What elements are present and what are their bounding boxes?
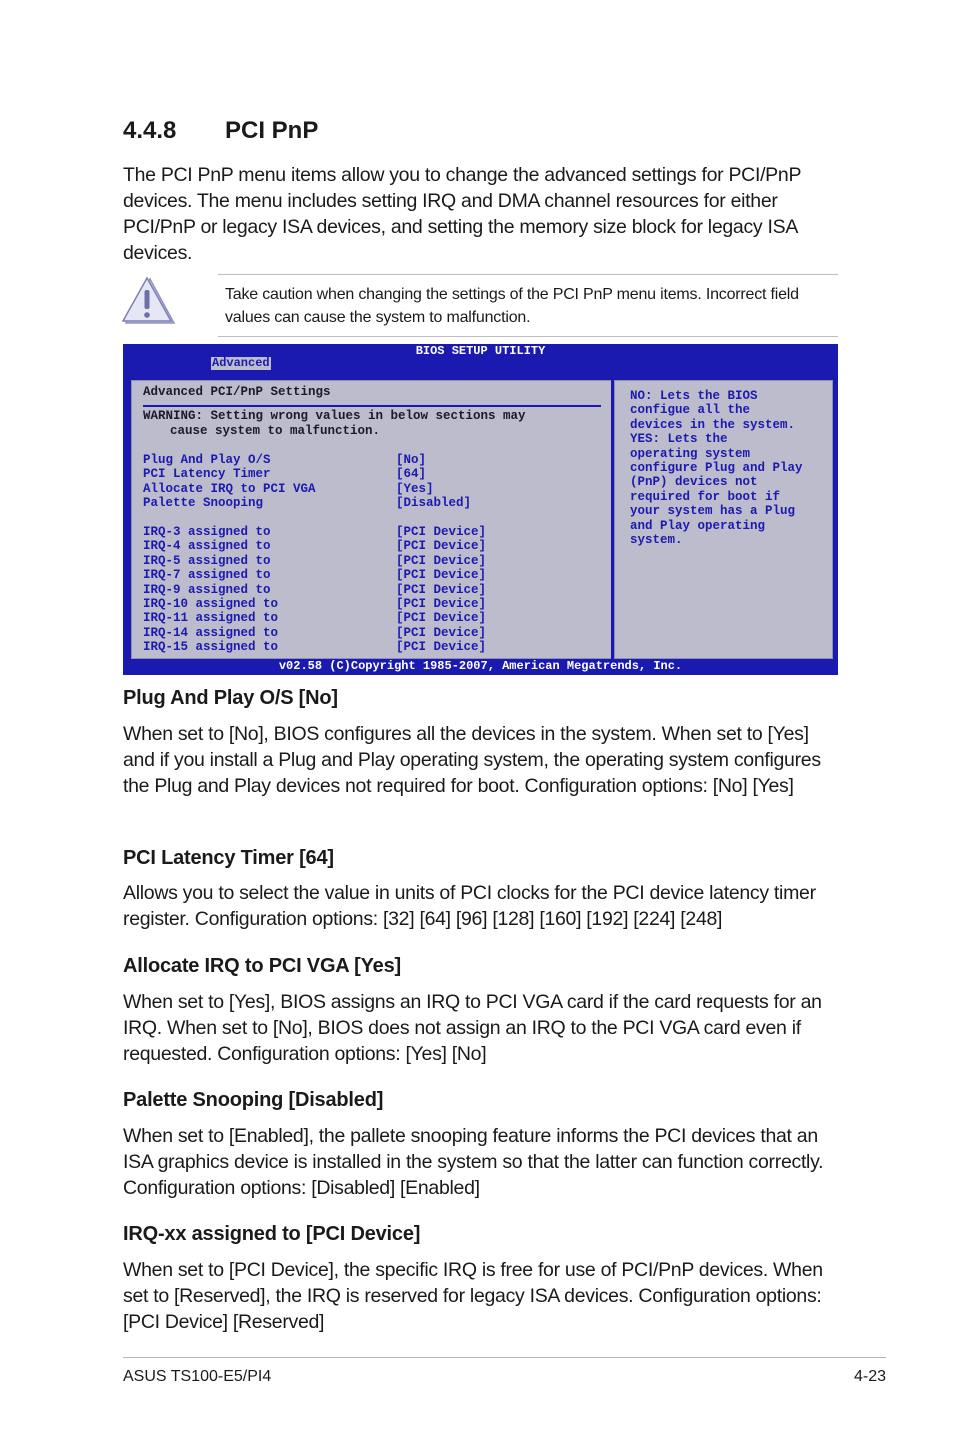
help-line: NO: Lets the BIOS	[630, 389, 758, 403]
irq-label: IRQ-5 assigned to	[143, 554, 271, 568]
item-body: Allows you to select the value in units of PCI clocks for the PCI device latency timer register. Configuration options: [32] [64] [96] [128] [160] [192] [224] [248]	[123, 882, 816, 930]
item-body: When set to [Enabled], the pallete snooping feature informs the PCI devices that an ISA graphics device is installed in the system so that the latter can function correctly. Configuration options: [Disabled] [Enabled]	[123, 1125, 824, 1199]
irq-label: IRQ-10 assigned to	[143, 597, 279, 611]
item-heading: Plug And Play O/S [No]	[123, 687, 338, 709]
help-line: devices in the system.	[630, 418, 796, 432]
bios-screen	[123, 344, 838, 675]
irq-value: [PCI Device]	[396, 525, 487, 539]
item-body: When set to [Yes], BIOS assigns an IRQ to PCI VGA card if the card requests for an IRQ. When set to [No], BIOS does not assign an IRQ to the PCI VGA card even if requested. Configuration options: [Yes] [No]	[123, 991, 822, 1065]
help-line: system.	[630, 533, 683, 547]
setting-label: Palette Snooping	[143, 496, 264, 510]
irq-value: [PCI Device]	[396, 611, 487, 625]
item-body: When set to [PCI Device], the specific IRQ is free for use of PCI/PnP devices. When set to [Reserved], the IRQ is reserved for legacy ISA devices. Configuration options: [PCI Device] [Reserved]	[123, 1259, 823, 1333]
item-heading: Allocate IRQ to PCI VGA [Yes]	[123, 955, 401, 977]
irq-value: [PCI Device]	[396, 568, 487, 582]
irq-label: IRQ-7 assigned to	[143, 568, 271, 582]
bios-warning-line-1: WARNING: Setting wrong values in below sections may	[143, 409, 526, 423]
setting-value: [Disabled]	[396, 496, 472, 510]
help-line: YES: Lets the	[630, 432, 728, 446]
bios-settings-panel	[128, 377, 616, 662]
bios-help-panel	[611, 377, 836, 662]
footer-rule	[123, 1357, 886, 1358]
section-number: 4.4.8	[123, 117, 177, 144]
irq-label: IRQ-14 assigned to	[143, 626, 279, 640]
irq-label: IRQ-11 assigned to	[143, 611, 279, 625]
bios-panel-title: Advanced PCI/PnP Settings	[143, 385, 331, 399]
setting-value: [64]	[396, 467, 427, 481]
item-heading: IRQ-xx assigned to [PCI Device]	[123, 1223, 421, 1245]
irq-label: IRQ-4 assigned to	[143, 539, 271, 553]
setting-label: Allocate IRQ to PCI VGA	[143, 482, 316, 496]
irq-value: [PCI Device]	[396, 626, 487, 640]
help-line: your system has a Plug	[630, 504, 796, 518]
irq-value: [PCI Device]	[396, 597, 487, 611]
bios-tab-advanced[interactable]: Advanced	[212, 356, 270, 370]
item-body: When set to [No], BIOS configures all the devices in the system. When set to [Yes] and if you install a Plug and Play operating system, the operating system configures the Plug and Play devices not required for boot. Configuration options: [No] [Yes]	[123, 723, 821, 797]
bios-panel-divider	[143, 405, 601, 407]
warning-icon	[122, 276, 176, 326]
footer-product: ASUS TS100-E5/PI4	[123, 1368, 272, 1385]
item-heading: Palette Snooping [Disabled]	[123, 1089, 384, 1111]
help-line: operating system	[630, 447, 751, 461]
irq-label: IRQ-9 assigned to	[143, 583, 271, 597]
bios-warning-line-2: cause system to malfunction.	[170, 424, 381, 438]
irq-value: [PCI Device]	[396, 583, 487, 597]
irq-label: IRQ-3 assigned to	[143, 525, 271, 539]
bios-title: BIOS SETUP UTILITY	[415, 344, 546, 358]
note-top-rule	[218, 274, 838, 275]
bios-footer: v02.58 (C)Copyright 1985-2007, American Megatrends, Inc.	[278, 659, 683, 673]
item-heading: PCI Latency Timer [64]	[123, 847, 334, 869]
help-line: (PnP) devices not	[630, 475, 758, 489]
irq-value: [PCI Device]	[396, 640, 487, 654]
setting-label: PCI Latency Timer	[143, 467, 271, 481]
caution-text: Take caution when changing the settings of the PCI PnP menu items. Incorrect field values can cause the system to malfunction.	[225, 286, 799, 326]
irq-value: [PCI Device]	[396, 539, 487, 553]
help-line: configue all the	[630, 403, 751, 417]
intro-paragraph: The PCI PnP menu items allow you to change the advanced settings for PCI/PnP devices. The menu includes setting IRQ and DMA channel resources for either PCI/PnP or legacy ISA devices, and setting the memory size block for legacy ISA devices.	[123, 164, 801, 264]
note-bottom-rule	[218, 336, 838, 337]
footer-page-number: 4-23	[853, 1368, 886, 1385]
help-line: required for boot if	[630, 490, 781, 504]
setting-value: [Yes]	[396, 482, 434, 496]
irq-value: [PCI Device]	[396, 554, 487, 568]
setting-value: [No]	[396, 453, 427, 467]
section-title: PCI PnP	[225, 117, 319, 144]
help-line: and Play operating	[630, 519, 766, 533]
irq-label: IRQ-15 assigned to	[143, 640, 279, 654]
help-line: configure Plug and Play	[630, 461, 803, 475]
section-heading	[123, 117, 318, 145]
setting-label: Plug And Play O/S	[143, 453, 271, 467]
